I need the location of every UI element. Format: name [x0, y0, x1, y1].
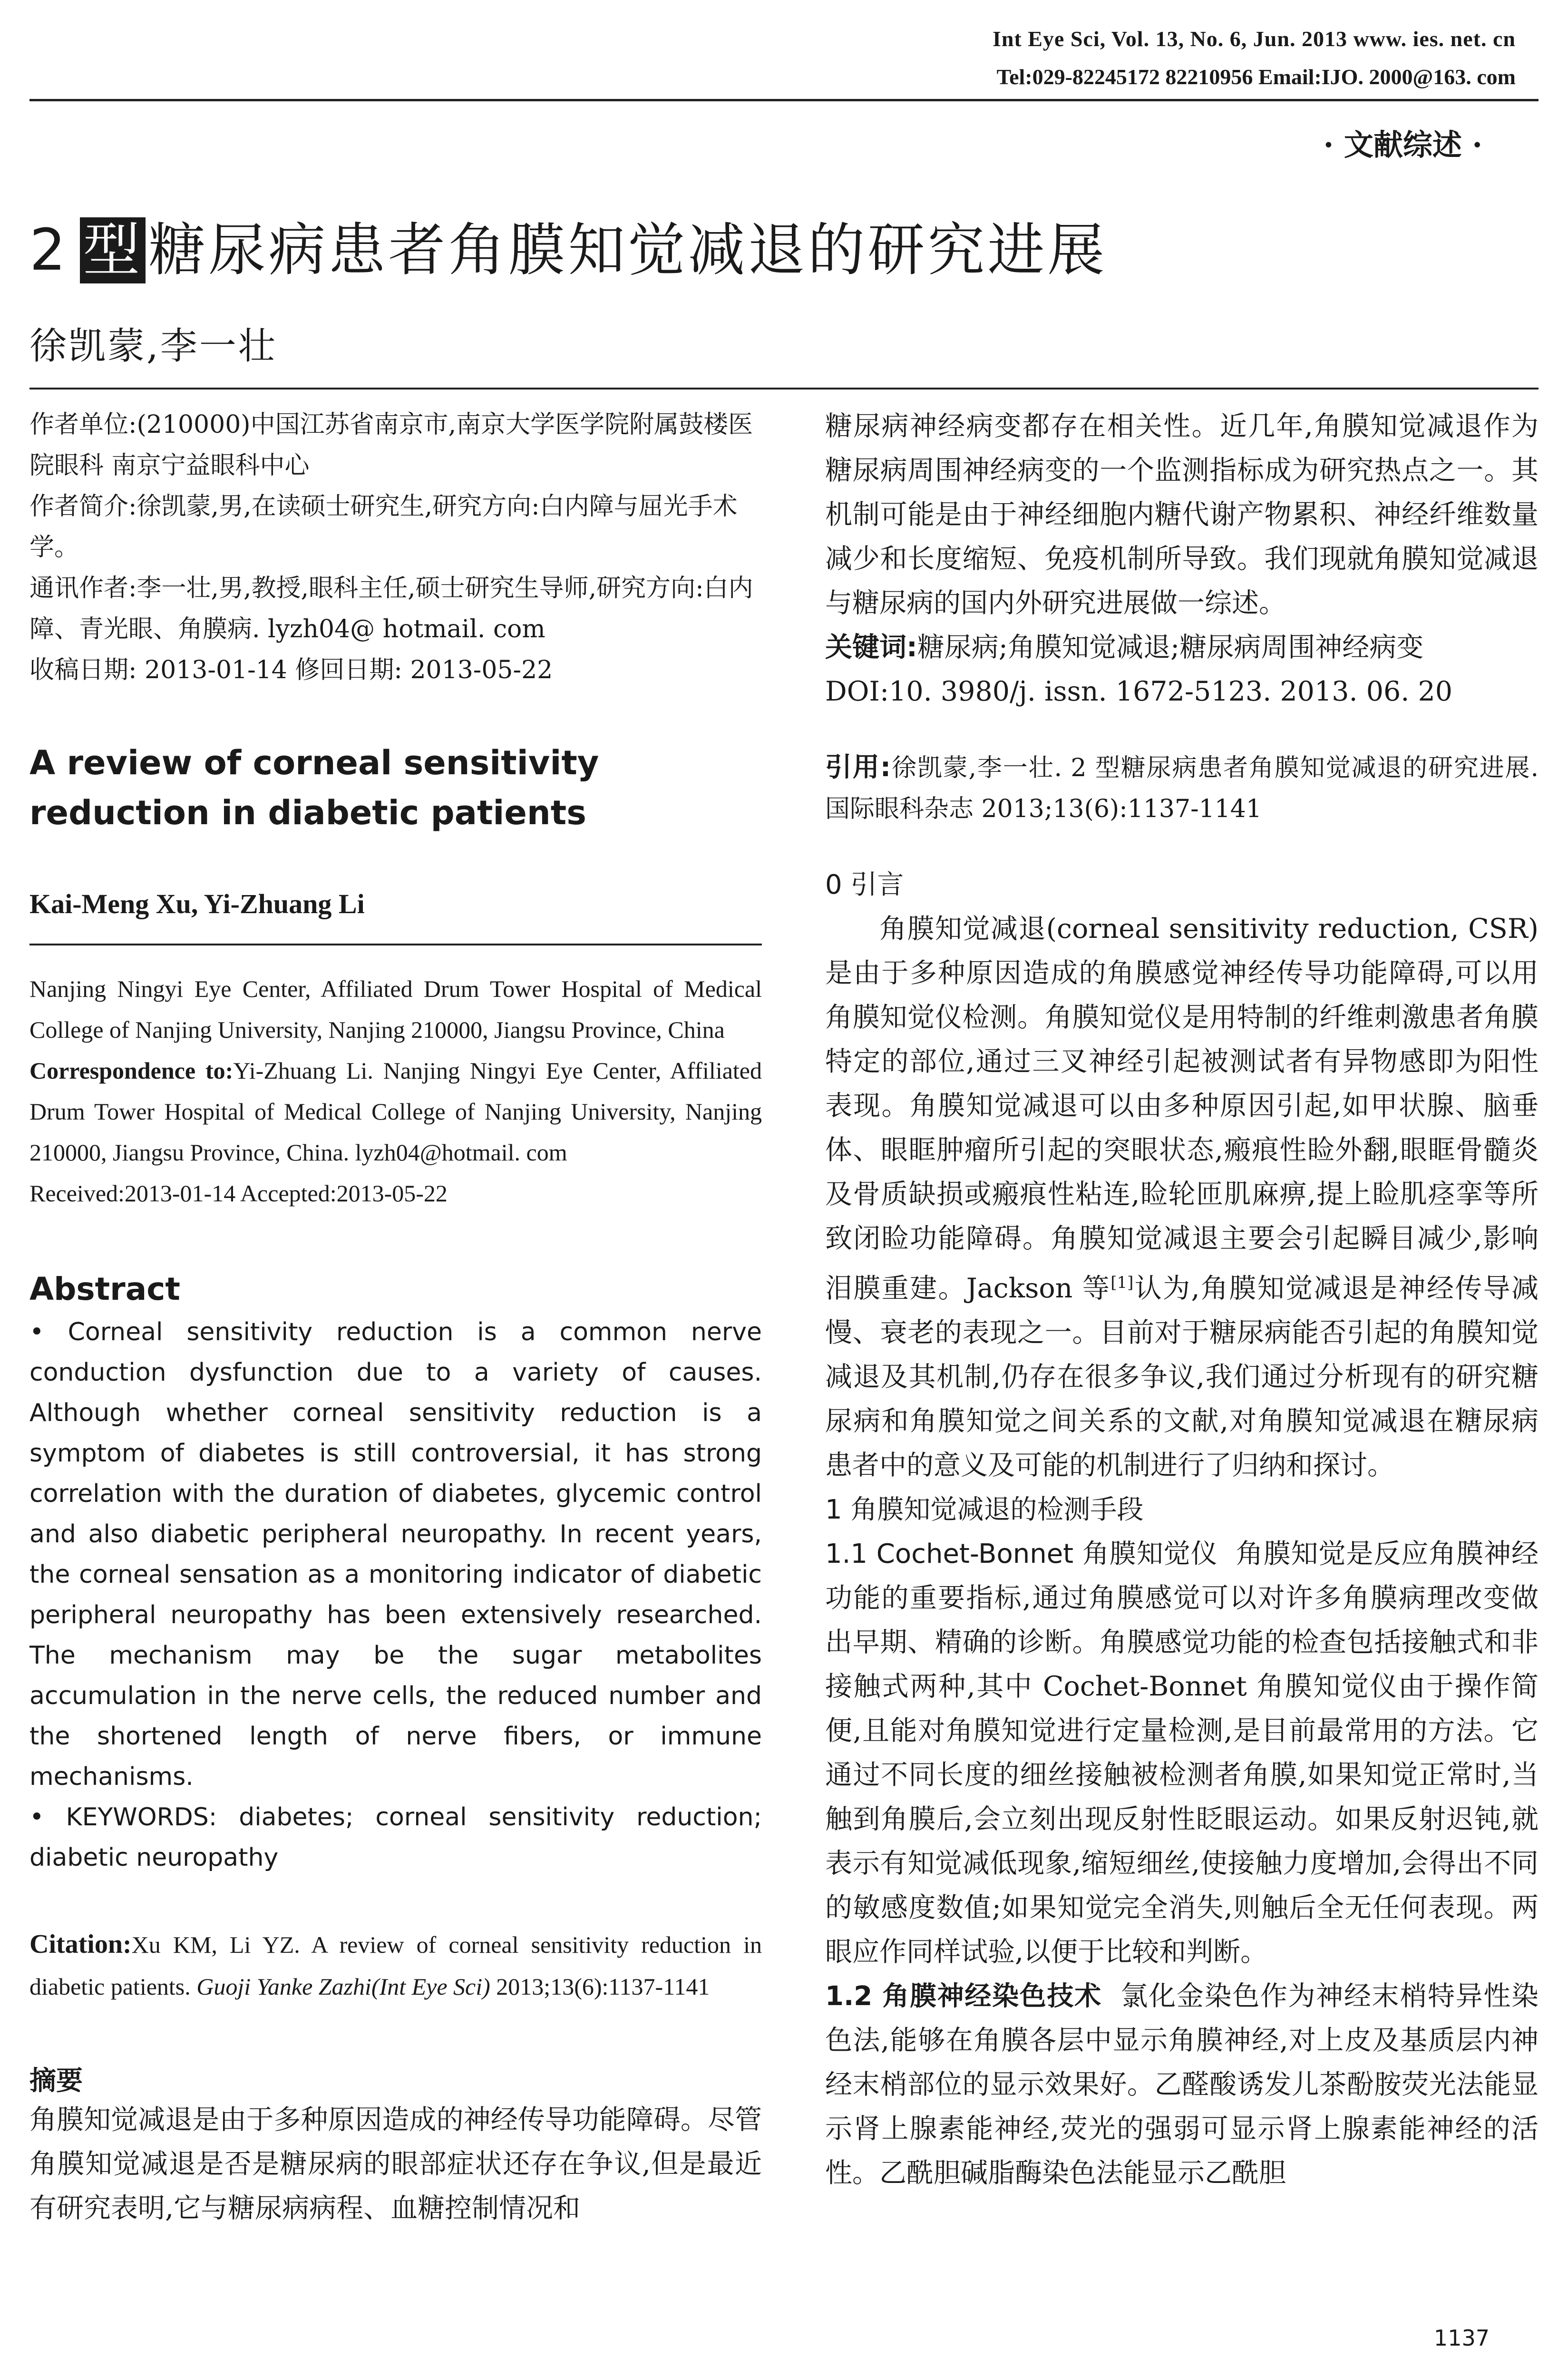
title-highlight: 型 — [80, 217, 146, 283]
section-label: · 文献综述 · — [1323, 127, 1482, 162]
journal-header: Int Eye Sci, Vol. 13, No. 6, Jun. 2013 www. ies. net. cn — [992, 27, 1516, 51]
doi: DOI:10. 3980/j. issn. 1672-5123. 2013. 06. 20 — [825, 676, 1452, 707]
header-divider — [29, 99, 1539, 101]
title-rest: 糖尿病患者角膜知觉减退的研究进展 — [148, 217, 1108, 283]
english-authors: Kai-Meng Xu, Yi-Zhuang Li — [29, 888, 365, 919]
authors-chinese: 徐凯蒙,李一壮 — [29, 325, 277, 368]
journal-contact: Tel:029-82245172 82210956 Email:IJO. 2000@163. com — [996, 65, 1516, 89]
abstract-heading: Abstract — [29, 1271, 180, 1307]
english-dates: Received:2013-01-14 Accepted:2013-05-22 — [29, 1180, 448, 1207]
section-1-heading: 1 角膜知觉减退的检测手段 — [825, 1494, 1144, 1525]
english-title: A review of corneal sensitivity reduction in diabetic patients — [29, 743, 599, 832]
citation-post: 2013;13(6):1137-1141 — [490, 1973, 710, 2000]
citation-journal: Guoji Yanke Zazhi(Int Eye Sci) — [196, 1973, 490, 2000]
citation-label: Citation: — [29, 1929, 132, 1959]
intro-text-a: 角膜知觉减退(corneal sensitivity reduction, CSR)是由于多种原因造成的角膜感觉神经传导功能障碍,可以用角膜知觉仪检测。角膜知觉仪是用特制的纤维刺激患者角膜特定的部位,通过三叉神经引起被测试者有异物感即为阳性表现。角膜知觉减退可以由多种原因引起,如甲状腺、脑垂体、眼眶肿瘤所引起的突眼状态,瘢痕性睑外翻,眼眶骨髓炎及骨质缺损或瘢痕性粘连,睑轮匝肌麻痹,提上睑肌痉挛等所致闭睑功能障碍。角膜知觉减退主要会引起瞬目减少,影响泪膜重建。Jackson 等 — [825, 913, 1539, 1304]
chinese-abstract-heading: 摘要 — [29, 2065, 83, 2096]
page-number: 1137 — [1433, 2325, 1490, 2351]
right-column — [825, 404, 1539, 2195]
section-1-2 — [825, 1974, 1539, 2195]
corresponding-author: 通讯作者:李一壮,男,教授,眼科主任,硕士研究生导师,研究方向:白内障、青光眼、角膜病. lyzh04@ hotmail. com — [29, 574, 753, 643]
abstract-keywords: • KEYWORDS: diabetes; corneal sensitivity reduction; diabetic neuropathy — [29, 1803, 762, 1872]
chinese-keywords — [825, 625, 1539, 670]
section-1-2-text: 氯化金染色作为神经末梢特异性染色法,能够在角膜各层中显示角膜神经,对上皮及基质层内神经末梢部位的显示效果好。乙醛酸诱发儿茶酚胺荧光法能显示肾上腺素能神经,荧光的强弱可显示肾上腺素能神经的活性。乙酰胆碱脂酶染色法能显示乙酰胆 — [825, 1980, 1539, 2189]
chinese-abstract-left: 角膜知觉减退是由于多种原因造成的神经传导功能障碍。尽管角膜知觉减退是否是糖尿病的眼部症状还存在争议,但是最近有研究表明,它与糖尿病病程、血糖控制情况和 — [29, 2104, 762, 2224]
english-citation — [29, 1923, 762, 2007]
article-title — [29, 205, 1107, 286]
left-column — [29, 404, 762, 2231]
title-divider — [29, 388, 1539, 390]
keywords-text: 糖尿病;角膜知觉减退;糖尿病周围神经病变 — [917, 632, 1424, 663]
received-dates: 收稿日期: 2013-01-14 修回日期: 2013-05-22 — [29, 656, 553, 684]
section-1-1-text: 角膜知觉是反应角膜神经功能的重要指标,通过角膜感觉可以对许多角膜病理改变做出早期、精确的诊断。角膜感觉功能的检查包括接触式和非接触式两种,其中 Cochet-Bonnet 角膜知觉仪由于操作简便,且能对角膜知觉进行定量检测,是目前最常用的方法。它通过不同长度的细丝接触被检测者角膜,如果知觉正常时,当触到角膜后,会立刻出现反射性眨眼运动。如果反射迟钝,就表示有知觉减低现象,缩短细丝,使接触力度增加,会得出不同的敏感度数值;如果知觉完全消失,则触后全无任何表现。两眼应作同样试验,以便于比较和判断。 — [825, 1538, 1539, 1968]
english-affiliation: Nanjing Ningyi Eye Center, Affiliated Drum Tower Hospital of Medical College of Nanjing University, Nanjing 210000, Jiangsu Province, China — [29, 975, 762, 1043]
cn-citation-text: 徐凯蒙,李一壮. 2 型糖尿病患者角膜知觉减退的研究进展. 国际眼科杂志 2013;13(6):1137-1141 — [825, 754, 1539, 823]
citation-pre: Xu KM, Li YZ. A review of corneal sensitivity reduction in diabetic patients. — [29, 1931, 762, 2000]
correspondence-text: Yi-Zhuang Li. Nanjing Ningyi Eye Center, Affiliated Drum Tower Hospital of Medical College of Nanjing University, Nanjing 210000, Jiangsu Province, China. lyzh04@hotmail. com — [29, 1057, 762, 1166]
affiliation-unit: 作者单位:(210000)中国江苏省南京市,南京大学医学院附属鼓楼医院眼科 南京宁益眼科中心 — [29, 410, 753, 480]
intro-paragraph — [825, 907, 1539, 1488]
chinese-abstract-right: 糖尿病神经病变都存在相关性。近几年,角膜知觉减退作为糖尿病周围神经病变的一个监测指标成为研究热点之一。其机制可能是由于神经细胞内糖代谢产物累积、神经纤维数量减少和长度缩短、免疫机制所导致。我们现就角膜知觉减退与糖尿病的国内外研究进展做一综述。 — [825, 410, 1539, 619]
english-correspondence — [29, 1050, 762, 1173]
intro-heading: 0 引言 — [825, 869, 904, 900]
chinese-citation — [825, 747, 1539, 829]
title-number: 2 — [29, 217, 69, 283]
intro-text-b: 认为,角膜知觉减退是神经传导减慢、衰老的表现之一。目前对于糖尿病能否引起的角膜知觉减退及其机制,仍存在很多争议,我们通过分析现有的研究糖尿病和角膜知觉之间关系的文献,对角膜知觉减退在糖尿病患者中的意义及可能的机制进行了归纳和探讨。 — [825, 1273, 1539, 1481]
keywords-label: 关键词: — [825, 632, 917, 663]
section-1-1 — [825, 1532, 1539, 1974]
abstract-text: • Corneal sensitivity reduction is a common nerve conduction dysfunction due to a variety of causes. Although whether corneal sensitivity reduction is a symptom of diabetes is still controversial, it has strong correlation with the duration of diabetes, glycemic control and also diabetic peripheral neuropathy. In recent years, the corneal sensation as a monitoring indicator of diabetic peripheral neuropathy has been extensively researched. The mechanism may be the sugar metabolites accumulation in the nerve cells, the reduced number and the shortened length of nerve fibers, or immune mechanisms. — [29, 1318, 762, 1791]
section-1-2-heading: 1.2 角膜神经染色技术 — [825, 1981, 1102, 2012]
reference-marker: [1] — [1110, 1273, 1134, 1292]
correspondence-label: Correspondence to: — [29, 1057, 234, 1084]
author-bio: 作者简介:徐凯蒙,男,在读硕士研究生,研究方向:白内障与屈光手术学。 — [29, 492, 738, 562]
cn-citation-label: 引用: — [825, 752, 891, 783]
section-1-1-heading: 1.1 Cochet-Bonnet 角膜知觉仪 — [825, 1539, 1218, 1569]
